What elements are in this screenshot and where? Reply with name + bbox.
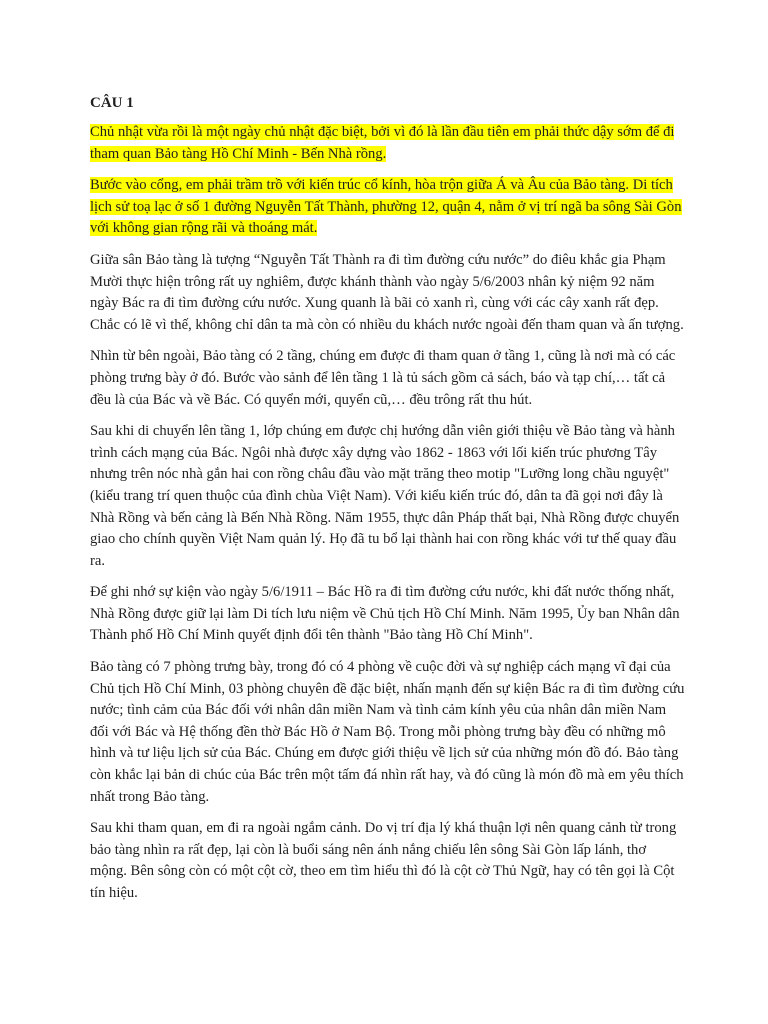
paragraph-floors: Nhìn từ bên ngoài, Bảo tàng có 2 tầng, chúng em được đi tham quan ở tầng 1, cũng là nơi mà có các phòng trưng bày ở đó. Bước vào sảnh để lên tầng 1 là tủ sách gồm cả sách, báo và tạp chí,… tất cả đều là của Bác và về Bác. Có quyển mới, quyển cũ,… đều trông rất thu hút. [90, 348, 676, 408]
question-heading: CÂU 1 [90, 95, 134, 111]
paragraph-intro [90, 122, 685, 165]
highlighted-text: Chủ nhật vừa rồi là một ngày chủ nhật đặc biệt, bởi vì đó là lần đầu tiên em phải thức dậy sớm để đi tham quan Bảo tàng Hồ Chí Minh - Bến Nhà rồng. [90, 124, 675, 162]
paragraph-history: Sau khi di chuyển lên tầng 1, lớp chúng em được chị hướng dẫn viên giới thiệu về Bảo tàng và hành trình cách mạng của Bác. Ngôi nhà được xây dựng vào 1862 - 1863 với lối kiến trúc phương Tây nhưng trên nóc nhà gắn hai con rồng châu đầu vào mặt trăng theo motip "Lưỡng long chầu nguyệt" (kiểu trang trí quen thuộc của đình chùa Việt Nam). Với kiểu kiến trúc đó, dân ta đã gọi nơi đây là Nhà Rồng và bến cảng là Bến Nhà Rồng. Năm 1955, thực dân Pháp thất bại, Nhà Rồng được chuyển giao cho chính quyền Việt Nam quản lý. Họ đã tu bổ lại thành hai con rồng khác với tư thế quay đầu ra. [90, 423, 680, 569]
paragraph-entrance [90, 175, 685, 240]
document-page [90, 92, 685, 915]
paragraph-memorial: Để ghi nhớ sự kiện vào ngày 5/6/1911 – Bác Hồ ra đi tìm đường cứu nước, khi đất nước thống nhất, Nhà Rồng được giữ lại làm Di tích lưu niệm về Chủ tịch Hồ Chí Minh. Năm 1995, Ủy ban Nhân dân Thành phố Hồ Chí Minh quyết định đổi tên thành "Bảo tàng Hồ Chí Minh". [90, 584, 680, 644]
highlighted-text: Bước vào cổng, em phải trầm trồ với kiến trúc cổ kính, hòa trộn giữa Á và Âu của Bảo tàng. Di tích lịch sử toạ lạc ở số 1 đường Nguyễn Tất Thành, phường 12, quận 4, nằm ở vị trí ngã ba sông Sài Gòn với không gian rộng rãi và thoáng mát. [90, 177, 682, 237]
paragraph-scenery: Sau khi tham quan, em đi ra ngoài ngắm cảnh. Do vị trí địa lý khá thuận lợi nên quang cảnh từ trong bảo tàng nhìn ra rất đẹp, lại còn là buổi sáng nên ánh nắng chiếu lên sông Sài Gòn lấp lánh, thơ mộng. Bên sông còn có một cột cờ, theo em tìm hiểu thì đó là cột cờ Thủ Ngữ, hay có tên gọi là Cột tín hiệu. [90, 820, 677, 901]
paragraph-exhibits: Bảo tàng có 7 phòng trưng bày, trong đó có 4 phòng về cuộc đời và sự nghiệp cách mạng vĩ đại của Chủ tịch Hồ Chí Minh, 03 phòng chuyên đề đặc biệt, nhấn mạnh đến sự kiện Bác ra đi tìm đường cứu nước; tình cảm của Bác đối với nhân dân miền Nam và tình cảm kính yêu của nhân dân miền Nam đối với Bác và Hệ thống đền thờ Bác Hồ ở Nam Bộ. Trong mỗi phòng trưng bày đều có những mô hình và tư liệu lịch sử của Bác. Chúng em được giới thiệu về lịch sử của những món đồ đó. Bảo tàng còn khắc lại bản di chúc của Bác trên một tấm đá nhìn rất hay, và đó cũng là món đồ mà em yêu thích nhất trong Bảo tàng. [90, 659, 685, 805]
paragraph-statue: Giữa sân Bảo tàng là tượng “Nguyễn Tất Thành ra đi tìm đường cứu nước” do điêu khắc gia Phạm Mười thực hiện trông rất uy nghiêm, được khánh thành vào ngày 5/6/2003 nhân kỷ niệm 92 năm ngày Bác ra đi tìm đường cứu nước. Xung quanh là bãi cỏ xanh rì, cùng với các cây xanh rất đẹp. Chắc có lẽ vì thế, không chỉ dân ta mà còn có nhiều du khách nước ngoài đến tham quan và ấn tượng. [90, 251, 684, 333]
